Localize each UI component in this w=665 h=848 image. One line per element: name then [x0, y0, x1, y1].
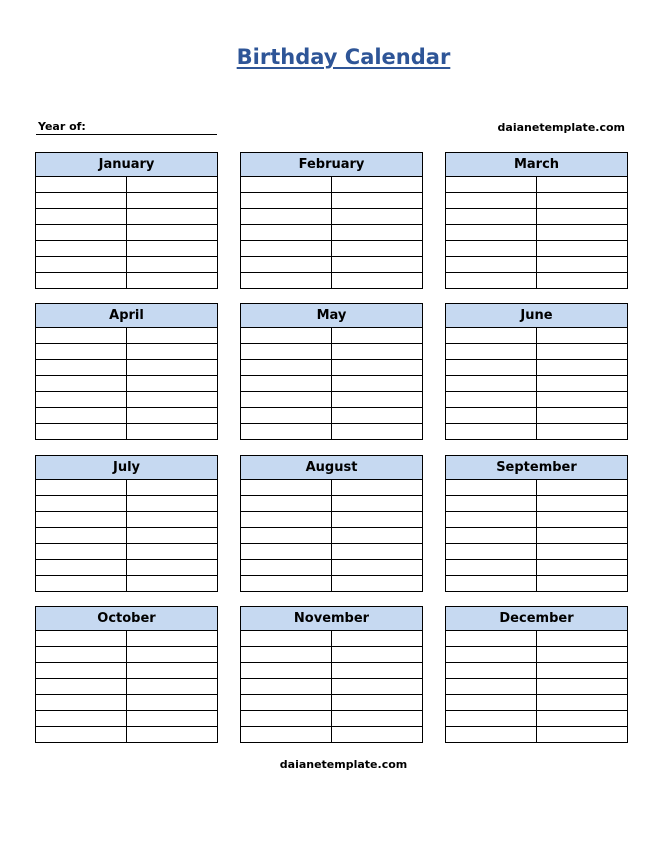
table-row [446, 344, 628, 360]
name-cell[interactable] [332, 480, 423, 496]
day-cell[interactable] [446, 663, 537, 679]
day-cell[interactable] [241, 528, 332, 544]
table-row [241, 711, 423, 727]
table-row [36, 225, 218, 241]
table-row [241, 679, 423, 695]
month-header: March [446, 153, 628, 177]
month-table [445, 606, 628, 743]
day-cell[interactable] [446, 225, 537, 241]
month-table [240, 303, 423, 440]
month-table [35, 606, 218, 743]
day-cell[interactable] [36, 560, 127, 576]
table-row [241, 241, 423, 257]
name-cell[interactable] [332, 560, 423, 576]
name-cell[interactable] [127, 711, 218, 727]
name-cell[interactable] [127, 528, 218, 544]
name-cell[interactable] [332, 344, 423, 360]
table-row [446, 496, 628, 512]
name-cell[interactable] [127, 727, 218, 743]
table-row [446, 727, 628, 743]
table-row [36, 241, 218, 257]
table-row [241, 480, 423, 496]
table-row [36, 544, 218, 560]
table-row [36, 512, 218, 528]
name-cell[interactable] [127, 512, 218, 528]
day-cell[interactable] [241, 647, 332, 663]
name-cell[interactable] [127, 177, 218, 193]
name-cell[interactable] [127, 376, 218, 392]
day-cell[interactable] [241, 273, 332, 289]
day-cell[interactable] [241, 408, 332, 424]
month-block-april [35, 303, 218, 440]
table-row [446, 528, 628, 544]
table-row [446, 711, 628, 727]
day-cell[interactable] [241, 360, 332, 376]
day-cell[interactable] [36, 512, 127, 528]
month-block-february [240, 152, 423, 289]
table-row [241, 273, 423, 289]
table-row [36, 392, 218, 408]
day-cell[interactable] [446, 344, 537, 360]
name-cell[interactable] [537, 647, 628, 663]
name-cell[interactable] [332, 544, 423, 560]
name-cell[interactable] [127, 576, 218, 592]
name-cell[interactable] [127, 631, 218, 647]
day-cell[interactable] [446, 679, 537, 695]
day-cell[interactable] [36, 408, 127, 424]
name-cell[interactable] [537, 480, 628, 496]
name-cell[interactable] [127, 209, 218, 225]
table-row [36, 560, 218, 576]
name-cell[interactable] [537, 328, 628, 344]
month-block-july [35, 455, 218, 592]
month-header: May [241, 304, 423, 328]
name-cell[interactable] [537, 225, 628, 241]
day-cell[interactable] [446, 257, 537, 273]
name-cell[interactable] [127, 496, 218, 512]
table-row [446, 177, 628, 193]
table-row [241, 344, 423, 360]
day-cell[interactable] [446, 647, 537, 663]
day-cell[interactable] [241, 225, 332, 241]
day-cell[interactable] [241, 576, 332, 592]
name-cell[interactable] [332, 408, 423, 424]
day-cell[interactable] [446, 408, 537, 424]
month-header: July [36, 456, 218, 480]
table-row [446, 273, 628, 289]
day-cell[interactable] [241, 344, 332, 360]
day-cell[interactable] [241, 711, 332, 727]
table-row [241, 177, 423, 193]
table-row [446, 392, 628, 408]
month-block-september [445, 455, 628, 592]
month-block-january [35, 152, 218, 289]
table-row [36, 496, 218, 512]
name-cell[interactable] [537, 679, 628, 695]
month-header: January [36, 153, 218, 177]
table-row [241, 424, 423, 440]
table-row [241, 257, 423, 273]
day-cell[interactable] [446, 376, 537, 392]
month-table [445, 303, 628, 440]
month-table [445, 152, 628, 289]
day-cell[interactable] [36, 663, 127, 679]
name-cell[interactable] [537, 631, 628, 647]
year-of-label: Year of: [38, 120, 86, 133]
table-row [36, 727, 218, 743]
table-row [36, 376, 218, 392]
month-header: December [446, 607, 628, 631]
day-cell[interactable] [36, 177, 127, 193]
name-cell[interactable] [332, 392, 423, 408]
day-cell[interactable] [446, 392, 537, 408]
month-block-march [445, 152, 628, 289]
name-cell[interactable] [127, 344, 218, 360]
name-cell[interactable] [332, 328, 423, 344]
table-row [241, 631, 423, 647]
name-cell[interactable] [127, 679, 218, 695]
table-row [36, 679, 218, 695]
table-row [446, 193, 628, 209]
table-row [241, 512, 423, 528]
day-cell[interactable] [36, 193, 127, 209]
day-cell[interactable] [241, 376, 332, 392]
table-row [446, 544, 628, 560]
day-cell[interactable] [241, 679, 332, 695]
table-row [446, 328, 628, 344]
day-cell[interactable] [446, 273, 537, 289]
name-cell[interactable] [332, 193, 423, 209]
day-cell[interactable] [36, 424, 127, 440]
table-row [36, 695, 218, 711]
page-title: Birthday Calendar [236, 45, 451, 69]
day-cell[interactable] [446, 576, 537, 592]
name-cell[interactable] [537, 711, 628, 727]
table-row [446, 424, 628, 440]
name-cell[interactable] [332, 225, 423, 241]
table-row [36, 528, 218, 544]
table-row [241, 408, 423, 424]
name-cell[interactable] [332, 679, 423, 695]
name-cell[interactable] [127, 193, 218, 209]
day-cell[interactable] [241, 512, 332, 528]
name-cell[interactable] [537, 360, 628, 376]
month-header: February [241, 153, 423, 177]
table-row [36, 663, 218, 679]
month-table [240, 455, 423, 592]
day-cell[interactable] [446, 528, 537, 544]
name-cell[interactable] [537, 727, 628, 743]
name-cell[interactable] [332, 496, 423, 512]
day-cell[interactable] [241, 257, 332, 273]
name-cell[interactable] [537, 257, 628, 273]
table-row [36, 576, 218, 592]
table-row [241, 647, 423, 663]
name-cell[interactable] [332, 424, 423, 440]
name-cell[interactable] [537, 209, 628, 225]
table-row [241, 544, 423, 560]
name-cell[interactable] [537, 576, 628, 592]
day-cell[interactable] [446, 560, 537, 576]
month-block-june [445, 303, 628, 440]
name-cell[interactable] [537, 544, 628, 560]
name-cell[interactable] [332, 257, 423, 273]
name-cell[interactable] [127, 647, 218, 663]
day-cell[interactable] [241, 209, 332, 225]
day-cell[interactable] [241, 424, 332, 440]
name-cell[interactable] [537, 512, 628, 528]
table-row [446, 241, 628, 257]
day-cell[interactable] [36, 257, 127, 273]
day-cell[interactable] [241, 496, 332, 512]
name-cell[interactable] [537, 496, 628, 512]
day-cell[interactable] [446, 512, 537, 528]
name-cell[interactable] [537, 344, 628, 360]
day-cell[interactable] [241, 193, 332, 209]
name-cell[interactable] [332, 177, 423, 193]
day-cell[interactable] [36, 711, 127, 727]
name-cell[interactable] [127, 560, 218, 576]
day-cell[interactable] [36, 576, 127, 592]
table-row [446, 360, 628, 376]
table-row [36, 711, 218, 727]
name-cell[interactable] [332, 209, 423, 225]
month-block-august [240, 455, 423, 592]
day-cell[interactable] [446, 480, 537, 496]
name-cell[interactable] [537, 560, 628, 576]
day-cell[interactable] [241, 560, 332, 576]
name-cell[interactable] [537, 408, 628, 424]
day-cell[interactable] [446, 711, 537, 727]
month-block-october [35, 606, 218, 743]
table-row [446, 376, 628, 392]
site-url-top: daianetemplate.com [497, 121, 625, 134]
month-table [240, 152, 423, 289]
day-cell[interactable] [241, 392, 332, 408]
name-cell[interactable] [537, 424, 628, 440]
name-cell[interactable] [127, 392, 218, 408]
table-row [36, 360, 218, 376]
day-cell[interactable] [241, 727, 332, 743]
table-row [36, 408, 218, 424]
month-block-november [240, 606, 423, 743]
table-row [446, 225, 628, 241]
name-cell[interactable] [332, 273, 423, 289]
day-cell[interactable] [36, 647, 127, 663]
day-cell[interactable] [446, 727, 537, 743]
name-cell[interactable] [537, 392, 628, 408]
month-header: September [446, 456, 628, 480]
table-row [446, 679, 628, 695]
table-row [446, 576, 628, 592]
day-cell[interactable] [241, 663, 332, 679]
day-cell[interactable] [36, 496, 127, 512]
name-cell[interactable] [332, 528, 423, 544]
name-cell[interactable] [127, 257, 218, 273]
day-cell[interactable] [241, 328, 332, 344]
name-cell[interactable] [127, 544, 218, 560]
name-cell[interactable] [537, 177, 628, 193]
month-header: August [241, 456, 423, 480]
name-cell[interactable] [332, 727, 423, 743]
table-row [241, 663, 423, 679]
day-cell[interactable] [36, 679, 127, 695]
day-cell[interactable] [446, 177, 537, 193]
day-cell[interactable] [36, 360, 127, 376]
table-row [36, 424, 218, 440]
month-table [240, 606, 423, 743]
name-cell[interactable] [127, 360, 218, 376]
table-row [36, 631, 218, 647]
table-row [446, 512, 628, 528]
name-cell[interactable] [127, 695, 218, 711]
day-cell[interactable] [241, 695, 332, 711]
month-header: November [241, 607, 423, 631]
day-cell[interactable] [36, 631, 127, 647]
table-row [241, 727, 423, 743]
table-row [446, 695, 628, 711]
table-row [446, 257, 628, 273]
day-cell[interactable] [36, 528, 127, 544]
day-cell[interactable] [36, 376, 127, 392]
day-cell[interactable] [36, 209, 127, 225]
table-row [241, 695, 423, 711]
table-row [241, 328, 423, 344]
name-cell[interactable] [332, 711, 423, 727]
name-cell[interactable] [127, 273, 218, 289]
table-row [36, 177, 218, 193]
month-header: October [36, 607, 218, 631]
month-header: April [36, 304, 218, 328]
month-block-may [240, 303, 423, 440]
table-row [241, 376, 423, 392]
name-cell[interactable] [537, 376, 628, 392]
month-table [35, 455, 218, 592]
name-cell[interactable] [332, 241, 423, 257]
table-row [241, 193, 423, 209]
name-cell[interactable] [537, 193, 628, 209]
month-header: June [446, 304, 628, 328]
day-cell[interactable] [446, 241, 537, 257]
table-row [446, 209, 628, 225]
day-cell[interactable] [36, 695, 127, 711]
name-cell[interactable] [332, 360, 423, 376]
table-row [446, 560, 628, 576]
day-cell[interactable] [36, 273, 127, 289]
name-cell[interactable] [127, 424, 218, 440]
day-cell[interactable] [446, 328, 537, 344]
day-cell[interactable] [36, 241, 127, 257]
table-row [241, 496, 423, 512]
day-cell[interactable] [36, 480, 127, 496]
table-row [241, 209, 423, 225]
month-block-december [445, 606, 628, 743]
table-row [36, 647, 218, 663]
name-cell[interactable] [537, 273, 628, 289]
name-cell[interactable] [127, 328, 218, 344]
day-cell[interactable] [446, 631, 537, 647]
site-url-bottom: daianetemplate.com [279, 758, 408, 771]
table-row [36, 480, 218, 496]
day-cell[interactable] [36, 544, 127, 560]
month-table [35, 152, 218, 289]
table-row [446, 480, 628, 496]
table-row [241, 360, 423, 376]
name-cell[interactable] [332, 647, 423, 663]
name-cell[interactable] [537, 241, 628, 257]
month-table [35, 303, 218, 440]
table-row [446, 663, 628, 679]
name-cell[interactable] [332, 576, 423, 592]
table-row [36, 273, 218, 289]
name-cell[interactable] [127, 480, 218, 496]
table-row [446, 631, 628, 647]
table-row [446, 408, 628, 424]
day-cell[interactable] [446, 496, 537, 512]
table-row [36, 328, 218, 344]
table-row [446, 647, 628, 663]
table-row [36, 257, 218, 273]
name-cell[interactable] [332, 695, 423, 711]
day-cell[interactable] [446, 544, 537, 560]
name-cell[interactable] [537, 663, 628, 679]
day-cell[interactable] [446, 424, 537, 440]
name-cell[interactable] [127, 225, 218, 241]
name-cell[interactable] [332, 512, 423, 528]
table-row [241, 225, 423, 241]
table-row [241, 392, 423, 408]
day-cell[interactable] [241, 631, 332, 647]
day-cell[interactable] [241, 544, 332, 560]
day-cell[interactable] [446, 360, 537, 376]
day-cell[interactable] [36, 392, 127, 408]
day-cell[interactable] [241, 480, 332, 496]
day-cell[interactable] [446, 695, 537, 711]
name-cell[interactable] [332, 376, 423, 392]
name-cell[interactable] [127, 408, 218, 424]
table-row [241, 576, 423, 592]
table-row [36, 344, 218, 360]
name-cell[interactable] [332, 631, 423, 647]
day-cell[interactable] [36, 727, 127, 743]
day-cell[interactable] [241, 177, 332, 193]
table-row [241, 560, 423, 576]
year-of-field[interactable] [36, 119, 217, 135]
table-row [36, 193, 218, 209]
day-cell[interactable] [241, 241, 332, 257]
day-cell[interactable] [36, 225, 127, 241]
day-cell[interactable] [446, 209, 537, 225]
name-cell[interactable] [537, 695, 628, 711]
month-table [445, 455, 628, 592]
name-cell[interactable] [127, 663, 218, 679]
name-cell[interactable] [332, 663, 423, 679]
day-cell[interactable] [36, 344, 127, 360]
day-cell[interactable] [446, 193, 537, 209]
table-row [241, 528, 423, 544]
name-cell[interactable] [537, 528, 628, 544]
name-cell[interactable] [127, 241, 218, 257]
day-cell[interactable] [36, 328, 127, 344]
table-row [36, 209, 218, 225]
